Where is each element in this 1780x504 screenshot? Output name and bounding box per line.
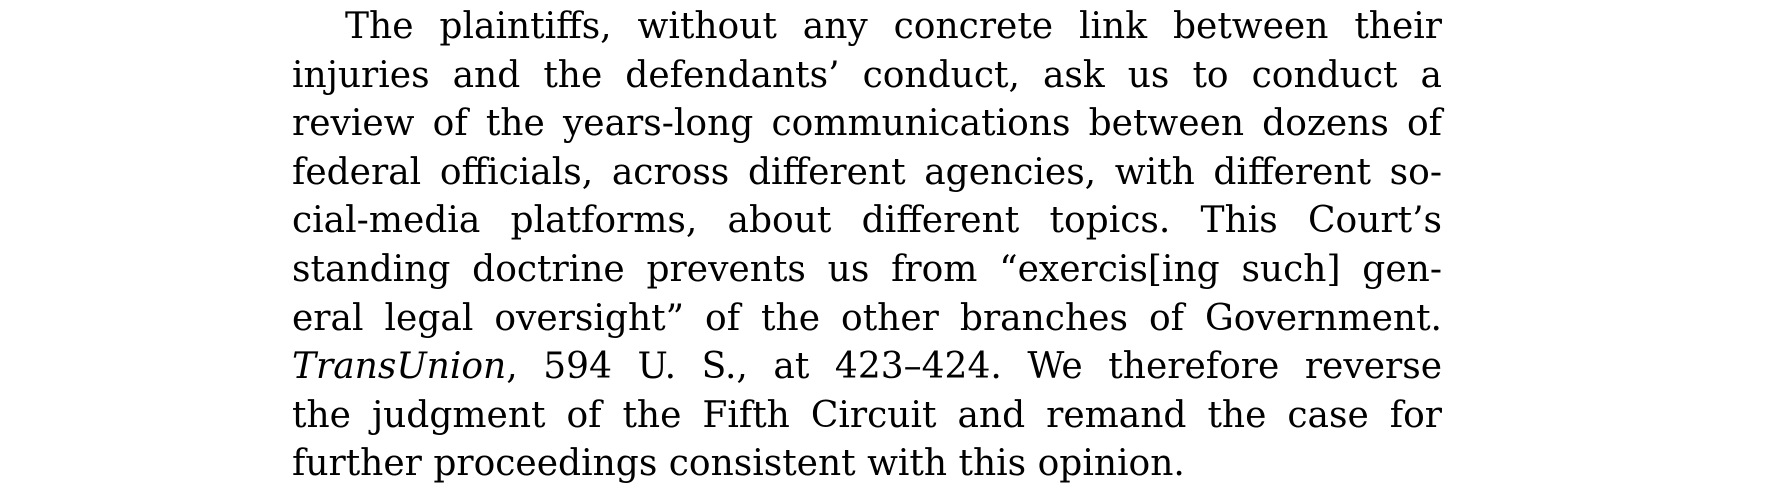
text-line <box>292 295 1442 344</box>
text-segment: the judgment of the Fifth Circuit and remand the case for <box>292 394 1442 436</box>
text-segment: standing doctrine prevents us from “exercis[ing such] gen- <box>292 248 1442 290</box>
text-segment: federal officials, across different agencies, with different so- <box>292 151 1442 193</box>
text-segment: injuries and the defendants’ conduct, ask us to conduct a <box>292 54 1442 96</box>
text-line <box>292 197 1442 246</box>
text-segment: review of the years-long communications between dozens of <box>292 103 1442 145</box>
text-segment: The plaintiffs, without any concrete link between their <box>345 6 1442 47</box>
text-segment: , 594 U. S., at 423–424. We therefore reverse <box>506 346 1442 388</box>
text-segment: cial-media platforms, about different topics. This Court’s <box>292 200 1442 242</box>
text-segment: further proceedings consistent with this opinion. <box>292 443 1185 485</box>
opinion-paragraph <box>292 3 1442 489</box>
case-citation-italic: TransUnion <box>292 346 507 388</box>
text-line <box>292 3 1442 52</box>
text-line <box>292 343 1442 392</box>
text-line <box>292 440 1442 489</box>
text-line <box>292 52 1442 101</box>
text-line <box>292 100 1442 149</box>
text-line <box>292 392 1442 441</box>
text-segment: eral legal oversight” of the other branches of Government. <box>292 297 1442 339</box>
text-line <box>292 246 1442 295</box>
text-line <box>292 149 1442 198</box>
